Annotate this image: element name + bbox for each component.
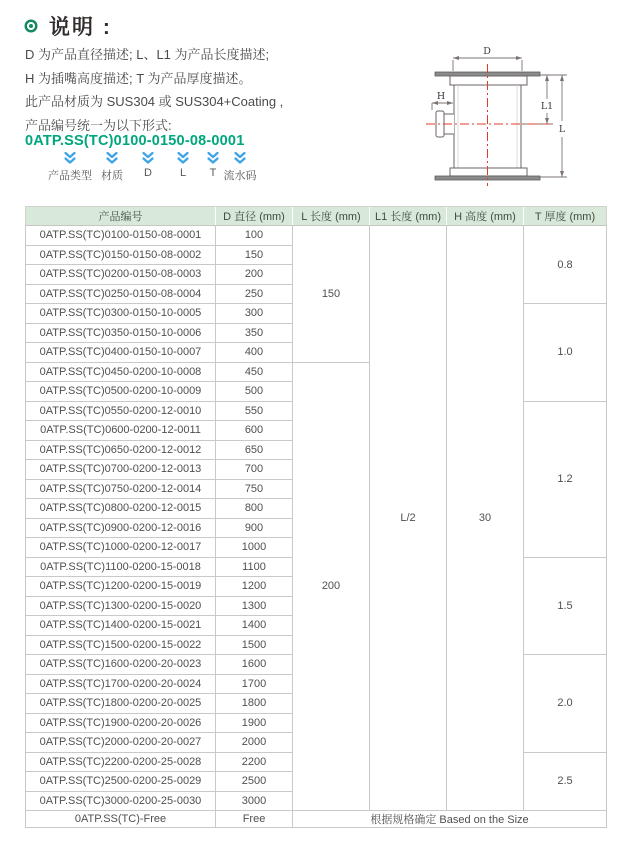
product-code-cell: 0ATP.SS(TC)0900-0200-12-0016 [26,518,216,538]
d-diameter-cell: 350 [216,323,293,343]
d-diameter-cell: 300 [216,304,293,324]
header-t-thickness: T 厚度 (mm) [524,207,607,226]
description-block [25,43,283,137]
product-code-cell: 0ATP.SS(TC)1200-0200-15-0019 [26,577,216,597]
product-code-cell: 0ATP.SS(TC)1600-0200-20-0023 [26,655,216,675]
header-l1-length: L1 长度 (mm) [370,207,447,226]
product-code-cell: 0ATP.SS(TC)0200-0150-08-0003 [26,265,216,285]
segment-label: D [144,167,152,179]
d-diameter-cell: 1200 [216,577,293,597]
description-line: H 为插嘴高度描述; T 为产品厚度描述。 [25,70,252,86]
product-code-cell: 0ATP.SS(TC)0350-0150-10-0006 [26,323,216,343]
down-arrow-icon [235,152,246,164]
l-merged-cell: 150 [293,226,370,363]
d-diameter-cell: 1100 [216,557,293,577]
header-product-code: 产品编号 [26,207,216,226]
d-diameter-cell: 450 [216,362,293,382]
product-code-cell: 0ATP.SS(TC)0150-0150-08-0002 [26,245,216,265]
section-title [24,11,112,41]
spec-table-body [26,226,607,811]
product-code-cell: 0ATP.SS(TC)1400-0200-15-0021 [26,616,216,636]
product-code-cell: 0ATP.SS(TC)3000-0200-25-0030 [26,791,216,811]
d-diameter-cell: 1900 [216,713,293,733]
t-merged-cell: 1.5 [524,557,607,655]
product-code-cell: 0ATP.SS(TC)-Free [26,811,216,828]
product-code-cell: 0ATP.SS(TC)0300-0150-10-0005 [26,304,216,324]
d-diameter-cell: 650 [216,440,293,460]
code-segment-labels [25,167,285,181]
d-diameter-cell: 200 [216,265,293,285]
h-merged-cell: 30 [447,226,524,811]
spec-table-footer [26,811,607,828]
product-code-cell: 0ATP.SS(TC)0550-0200-12-0010 [26,401,216,421]
d-diameter-cell: Free [216,811,293,828]
dim-label-d: D [483,46,491,57]
description-line: 此产品材质为 SUS304 或 SUS304+Coating , [25,94,284,109]
product-code-cell: 0ATP.SS(TC)0450-0200-10-0008 [26,362,216,382]
down-arrow-icon [143,152,154,164]
d-diameter-cell: 800 [216,499,293,519]
product-code-sample: 0ATP.SS(TC)0100-0150-08-0001 [25,133,245,149]
technical-drawing [400,20,632,205]
t-merged-cell: 1.0 [524,304,607,402]
d-diameter-cell: 2500 [216,772,293,792]
product-code-cell: 0ATP.SS(TC)1800-0200-20-0025 [26,694,216,714]
product-code-cell: 0ATP.SS(TC)2000-0200-20-0027 [26,733,216,753]
product-code-cell: 0ATP.SS(TC)0100-0150-08-0001 [26,226,216,246]
t-merged-cell: 0.8 [524,226,607,304]
d-diameter-cell: 1500 [216,635,293,655]
d-diameter-cell: 150 [216,245,293,265]
product-code-cell: 0ATP.SS(TC)0750-0200-12-0014 [26,479,216,499]
product-code-cell: 0ATP.SS(TC)1900-0200-20-0026 [26,713,216,733]
d-diameter-cell: 900 [216,518,293,538]
segment-label: 材质 [101,170,123,182]
d-diameter-cell: 600 [216,421,293,441]
d-diameter-cell: 1300 [216,596,293,616]
segment-label: L [179,167,187,179]
table-row [26,226,607,246]
t-merged-cell: 2.0 [524,655,607,753]
product-code-cell: 0ATP.SS(TC)0650-0200-12-0012 [26,440,216,460]
product-code-cell: 0ATP.SS(TC)2200-0200-25-0028 [26,752,216,772]
product-code-cell: 0ATP.SS(TC)0400-0150-10-0007 [26,343,216,363]
d-diameter-cell: 100 [216,226,293,246]
product-code-cell: 0ATP.SS(TC)1100-0200-15-0018 [26,557,216,577]
d-diameter-cell: 250 [216,284,293,304]
green-bullet-icon [27,22,35,30]
spec-table-header [26,207,607,226]
d-diameter-cell: 500 [216,382,293,402]
down-arrow-icon [208,152,219,164]
d-diameter-cell: 750 [216,479,293,499]
description-line: D 为产品直径描述; L、L1 为产品长度描述; [25,47,270,62]
d-diameter-cell: 400 [216,343,293,363]
l-merged-cell: 200 [293,362,370,811]
dim-label-h: H [436,91,446,102]
product-code-cell: 0ATP.SS(TC)0500-0200-10-0009 [26,382,216,402]
product-code-cell: 0ATP.SS(TC)1000-0200-12-0017 [26,538,216,558]
d-diameter-cell: 1800 [216,694,293,714]
product-code-cell: 0ATP.SS(TC)0600-0200-12-0011 [26,421,216,441]
header-h-height: H 高度 (mm) [447,207,524,226]
d-diameter-cell: 1400 [216,616,293,636]
free-size-note-cell: 根据规格确定 Based on the Size [293,811,607,828]
header-l-length: L 长度 (mm) [293,207,370,226]
t-merged-cell: 1.2 [524,401,607,557]
d-diameter-cell: 2200 [216,752,293,772]
down-arrow-icon [65,152,76,164]
down-arrow-icon [178,152,189,164]
d-diameter-cell: 1600 [216,655,293,675]
segment-label: 流水码 [223,170,257,182]
d-diameter-cell: 1700 [216,674,293,694]
d-diameter-cell: 2000 [216,733,293,753]
d-diameter-cell: 700 [216,460,293,480]
description-line: 产品编号统一为以下形式: [25,117,172,133]
product-code-cell: 0ATP.SS(TC)1300-0200-15-0020 [26,596,216,616]
down-arrow-icon [107,152,118,164]
product-code-cell: 0ATP.SS(TC)2500-0200-25-0029 [26,772,216,792]
d-diameter-cell: 3000 [216,791,293,811]
spec-table [25,206,607,828]
product-code-cell: 0ATP.SS(TC)0700-0200-12-0013 [26,460,216,480]
product-code-cell: 0ATP.SS(TC)1500-0200-15-0022 [26,635,216,655]
dim-label-l1: L1 [540,101,554,112]
product-code-cell: 0ATP.SS(TC)1700-0200-20-0024 [26,674,216,694]
t-merged-cell: 2.5 [524,752,607,811]
l1-merged-cell: L/2 [370,226,447,811]
product-code-cell: 0ATP.SS(TC)0250-0150-08-0004 [26,284,216,304]
dim-label-l: L [558,124,566,135]
free-size-row [26,811,607,828]
segment-label: T [209,167,217,179]
segment-label: 产品类型 [48,170,92,182]
d-diameter-cell: 1000 [216,538,293,558]
d-diameter-cell: 550 [216,401,293,421]
section-title-label: 说明 : [49,16,112,39]
code-segment-arrows [25,152,275,165]
product-code-cell: 0ATP.SS(TC)0800-0200-12-0015 [26,499,216,519]
header-d-diameter: D 直径 (mm) [216,207,293,226]
